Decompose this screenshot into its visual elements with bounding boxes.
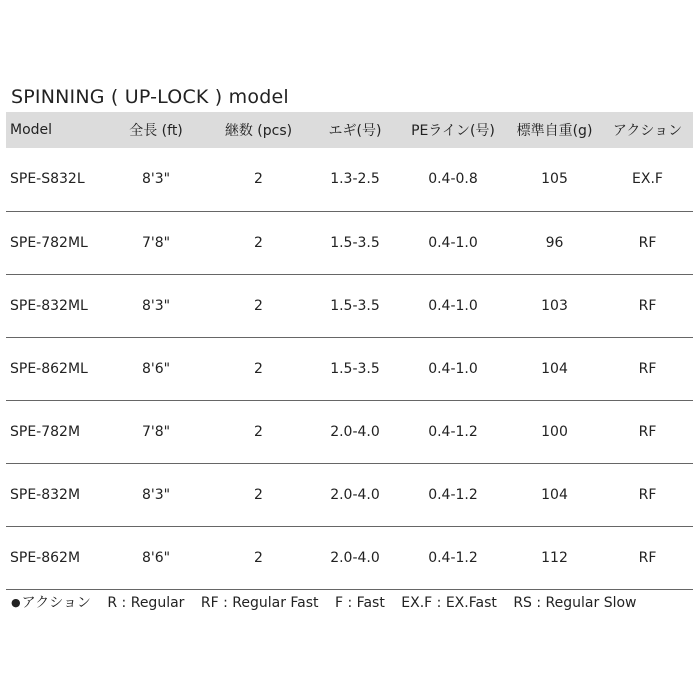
cell-egi-size: 1.5-3.5 xyxy=(330,297,380,314)
cell-pe-line: 0.4-1.0 xyxy=(428,297,478,314)
cell-length: 8'6" xyxy=(141,549,171,566)
cell-pe-line: 0.4-1.0 xyxy=(428,360,478,377)
cell-egi-size: 1.5-3.5 xyxy=(330,360,380,377)
cell-pe-line: 0.4-1.2 xyxy=(428,486,478,503)
header-pieces: 継数 (pcs) xyxy=(224,123,293,139)
legend-item: RF : Regular Fast xyxy=(200,595,319,611)
cell-length: 8'6" xyxy=(141,360,171,377)
cell-egi-size: 2.0-4.0 xyxy=(330,423,380,440)
cell-egi-size: 1.5-3.5 xyxy=(330,234,380,251)
cell-pieces: 2 xyxy=(254,423,263,440)
cell-action: RF xyxy=(638,549,657,566)
cell-length: 7'8" xyxy=(141,423,171,440)
cell-model: SPE-832ML xyxy=(10,297,88,314)
legend-item: EX.F : EX.Fast xyxy=(401,595,497,611)
cell-weight: 104 xyxy=(541,486,568,503)
header-weight: 標準自重(g) xyxy=(516,123,593,139)
cell-egi-size: 2.0-4.0 xyxy=(330,486,380,503)
header-model: Model xyxy=(10,122,53,138)
cell-action: RF xyxy=(638,486,657,503)
cell-model: SPE-782M xyxy=(10,423,81,440)
cell-model: SPE-832M xyxy=(10,486,81,503)
cell-pieces: 2 xyxy=(254,234,263,251)
cell-weight: 105 xyxy=(541,171,568,188)
legend-item: RS : Regular Slow xyxy=(513,595,637,611)
legend-item: R : Regular xyxy=(107,595,185,611)
cell-pieces: 2 xyxy=(254,360,263,377)
cell-action: RF xyxy=(638,234,657,251)
table-row xyxy=(6,463,693,526)
header-pe-line: PEライン(号) xyxy=(411,123,495,139)
table-title: SPINNING ( UP-LOCK ) model xyxy=(11,86,289,108)
cell-pe-line: 0.4-1.2 xyxy=(428,423,478,440)
cell-pe-line: 0.4-0.8 xyxy=(428,171,478,188)
table-row xyxy=(6,211,693,274)
cell-pieces: 2 xyxy=(254,549,263,566)
cell-egi-size: 1.3-2.5 xyxy=(330,171,380,188)
cell-action: RF xyxy=(638,297,657,314)
legend-item: F : Fast xyxy=(335,595,385,611)
header-action: アクション xyxy=(612,123,683,139)
cell-weight: 103 xyxy=(541,297,568,314)
table-row xyxy=(6,148,693,211)
cell-length: 8'3" xyxy=(141,171,171,188)
cell-weight: 96 xyxy=(545,234,564,251)
cell-action: RF xyxy=(638,360,657,377)
cell-pe-line: 0.4-1.2 xyxy=(428,549,478,566)
cell-model: SPE-S832L xyxy=(10,171,85,188)
cell-model: SPE-862ML xyxy=(10,360,88,377)
action-legend xyxy=(11,592,636,612)
legend-label: アクション xyxy=(21,595,91,611)
cell-action: EX.F xyxy=(632,171,663,188)
header-egi-size: エギ(号) xyxy=(328,123,382,139)
cell-weight: 112 xyxy=(541,549,568,566)
cell-weight: 104 xyxy=(541,360,568,377)
cell-pieces: 2 xyxy=(254,171,263,188)
header-length: 全長 (ft) xyxy=(129,123,183,139)
cell-action: RF xyxy=(638,423,657,440)
spec-table xyxy=(6,112,693,590)
cell-model: SPE-782ML xyxy=(10,234,88,251)
cell-length: 8'3" xyxy=(141,486,171,503)
table-header-row xyxy=(6,112,693,148)
table-row xyxy=(6,526,693,589)
table-row xyxy=(6,274,693,337)
cell-pe-line: 0.4-1.0 xyxy=(428,234,478,251)
bullet-icon: ● xyxy=(11,596,21,609)
cell-pieces: 2 xyxy=(254,486,263,503)
table-row xyxy=(6,337,693,400)
cell-length: 8'3" xyxy=(141,297,171,314)
cell-length: 7'8" xyxy=(141,234,171,251)
table-row xyxy=(6,400,693,463)
cell-pieces: 2 xyxy=(254,297,263,314)
cell-weight: 100 xyxy=(541,423,568,440)
cell-egi-size: 2.0-4.0 xyxy=(330,549,380,566)
cell-model: SPE-862M xyxy=(10,549,81,566)
